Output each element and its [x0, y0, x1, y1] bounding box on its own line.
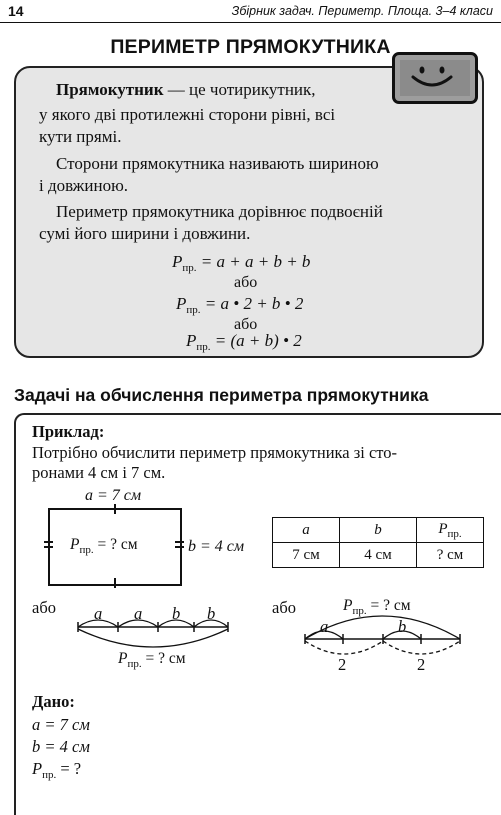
definition-term: Прямокутник — [56, 80, 164, 99]
table-row — [273, 543, 484, 568]
formula-1-rhs: = a + a + b + b — [196, 252, 311, 271]
definition-line-4: Сторони прямокутника називають шириною — [56, 154, 379, 173]
or-word-1: або — [234, 274, 258, 291]
table-cell-p: ? см — [417, 543, 484, 568]
page-header — [0, 0, 501, 23]
smiley-icon — [392, 52, 478, 104]
tasks-heading: Задачі на обчислення периметра прямокутника — [14, 385, 429, 405]
tick-mark — [175, 546, 184, 548]
values-table — [272, 517, 484, 568]
definition-line-2: у якого дві протилежні сторони рівні, всі — [39, 105, 336, 124]
book-title: Збірник задач. Периметр. Площа. 3–4 класи — [231, 4, 493, 18]
perimeter-symbol: P — [438, 520, 448, 537]
given-p-rest: = ? — [56, 759, 82, 778]
perimeter-value: = ? см — [93, 536, 138, 553]
table-cell-a: 7 см — [273, 543, 340, 568]
multiplier-two: 2 — [417, 655, 426, 674]
perimeter-symbol: P — [118, 650, 128, 667]
table-header-p — [417, 518, 484, 543]
perimeter-subscript: пр. — [186, 304, 201, 316]
side-b-label — [188, 538, 244, 556]
right-perimeter-label — [343, 597, 411, 617]
perimeter-subscript: пр. — [182, 262, 197, 274]
definition-line-1-rest: — це чотирикутник, — [163, 80, 316, 99]
perimeter-subscript: пр. — [447, 527, 462, 540]
definition-line-7: сумі його ширини і довжини. — [39, 224, 251, 243]
perimeter-subscript: пр. — [42, 769, 57, 781]
formula-1 — [172, 252, 310, 274]
formula-2-rhs: = a • 2 + b • 2 — [200, 294, 304, 313]
given-p — [32, 759, 81, 781]
segment-label-a: a — [134, 604, 143, 623]
tick-mark — [175, 541, 184, 543]
perimeter-symbol: P — [343, 597, 353, 614]
tick-mark — [114, 504, 116, 514]
tick-mark — [44, 541, 53, 543]
table-header-b: b — [340, 518, 417, 543]
perimeter-subscript: пр. — [79, 544, 94, 556]
or-word-left: або — [32, 598, 56, 617]
perimeter-symbol: P — [172, 252, 183, 271]
definition-line-3: кути прямі. — [39, 127, 122, 146]
perimeter-symbol: P — [70, 536, 80, 553]
tick-mark — [44, 546, 53, 548]
perimeter-subscript: пр. — [127, 658, 142, 670]
or-word-right: або — [272, 598, 296, 617]
perimeter-symbol: P — [32, 759, 43, 778]
section-title: ПЕРИМЕТР ПРЯМОКУТНИКА — [110, 36, 391, 58]
table-header-row — [273, 518, 484, 543]
side-a-text: a = 7 см — [85, 487, 142, 504]
segment-diagram-left — [78, 620, 228, 647]
given-b: b = 4 см — [32, 737, 90, 756]
definition-line-6: Периметр прямокутника дорівнює подвоєній — [56, 202, 383, 221]
rectangle-perimeter-label — [70, 536, 138, 556]
formula-3-rhs: = (a + b) • 2 — [210, 331, 302, 350]
segment-label-b: b — [172, 604, 181, 623]
example-label: Приклад: — [32, 422, 105, 441]
definition-line-1 — [56, 80, 316, 100]
example-text-line-1: Потрібно обчислити периметр прямокутника зі сто- — [32, 443, 398, 462]
formula-2 — [176, 294, 303, 316]
segment-label-a: a — [320, 617, 329, 636]
segment-diagrams — [0, 595, 501, 675]
left-perimeter-label — [118, 650, 186, 670]
table-header-a: a — [273, 518, 340, 543]
segment-label-b: b — [398, 617, 407, 636]
perimeter-symbol: P — [186, 331, 197, 350]
multiplier-two: 2 — [338, 655, 347, 674]
side-a-label — [85, 487, 141, 505]
formula-3 — [186, 331, 302, 353]
side-b-text: b = 4 см — [188, 538, 245, 555]
segment-label-b: b — [207, 604, 216, 623]
rectangle-drawing — [48, 508, 182, 586]
perimeter-value: = ? см — [366, 597, 411, 614]
perimeter-value: = ? см — [141, 650, 186, 667]
example-text-line-2: ронами 4 см і 7 см. — [32, 463, 166, 482]
given-a: a = 7 см — [32, 715, 90, 734]
definition-line-5: і довжиною. — [39, 176, 129, 195]
given-label: Дано: — [32, 692, 75, 711]
perimeter-subscript: пр. — [196, 341, 211, 353]
or-word-2: або — [234, 316, 258, 333]
definition-box — [14, 66, 484, 358]
perimeter-symbol: P — [176, 294, 187, 313]
segment-label-a: a — [94, 604, 103, 623]
segment-diagram-right — [305, 616, 460, 654]
table-cell-b: 4 см — [340, 543, 417, 568]
perimeter-subscript: пр. — [352, 605, 367, 617]
page-number: 14 — [8, 3, 24, 19]
tick-mark — [114, 578, 116, 588]
